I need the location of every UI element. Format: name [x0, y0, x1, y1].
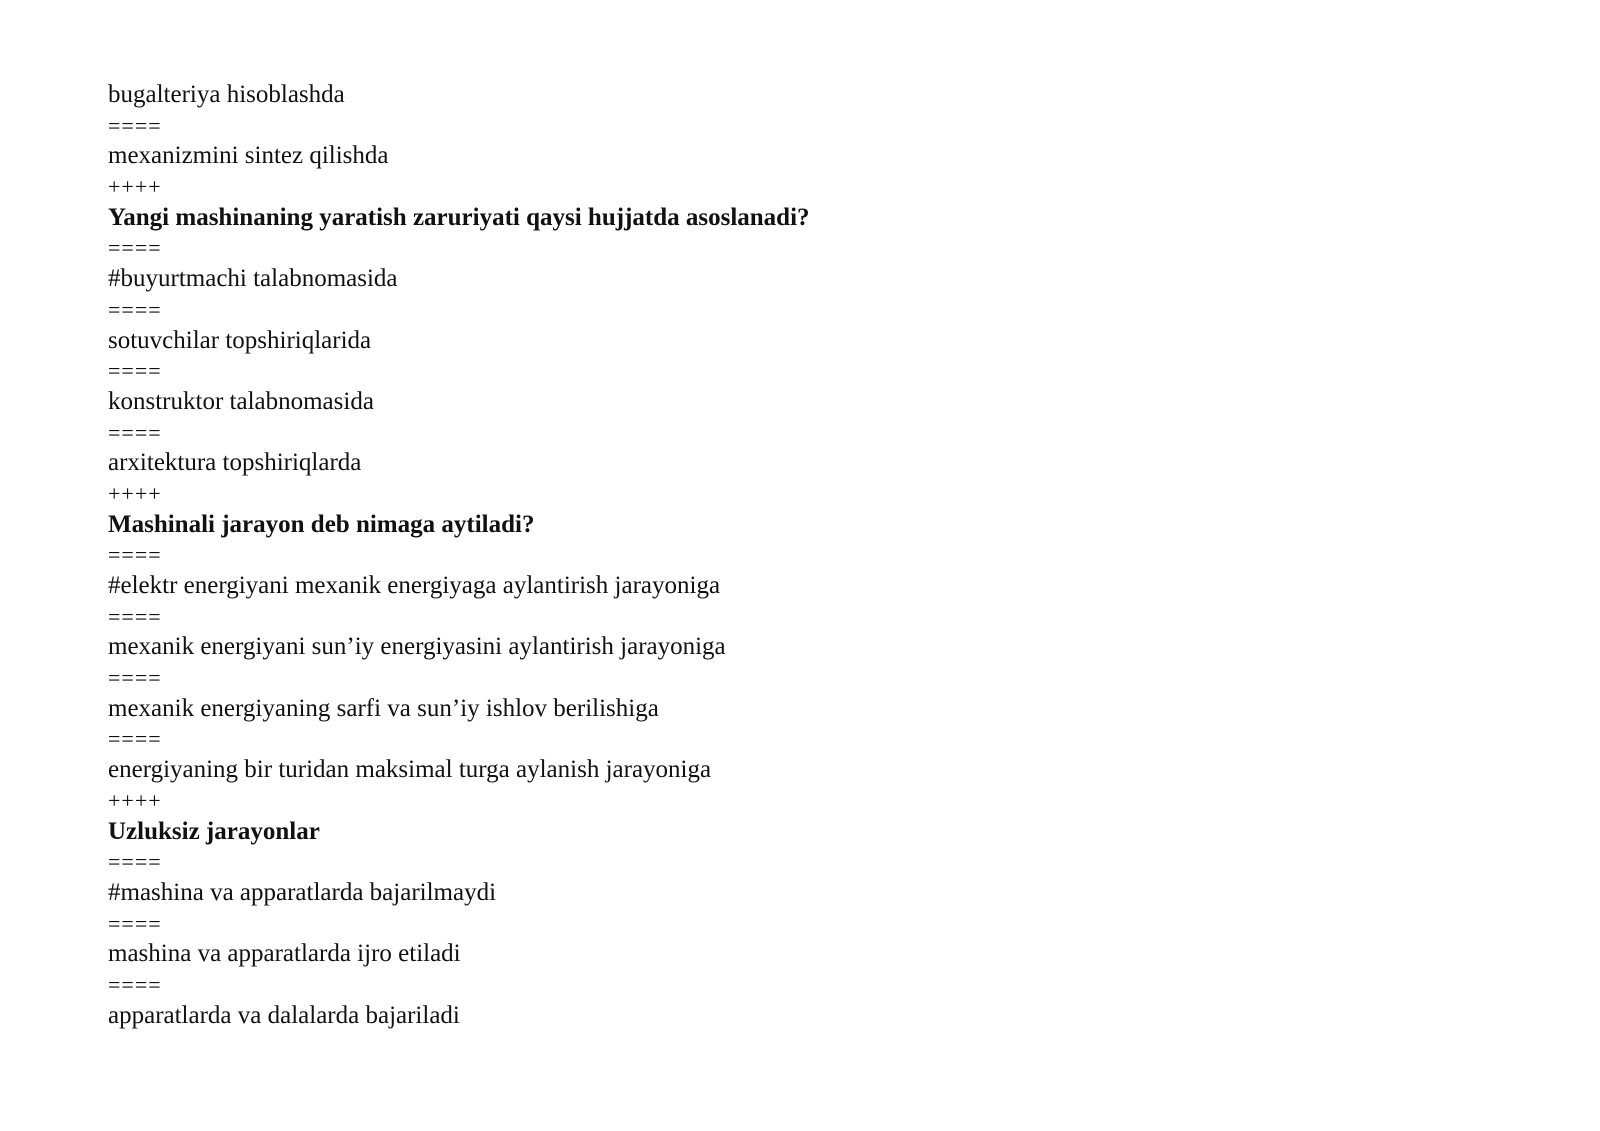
answer-option-text: mexanik energiyaning sarfi va sun’iy ishlov berilishiga — [108, 694, 659, 722]
document-page — [108, 80, 1508, 1031]
option-separator: ==== — [108, 726, 162, 752]
correct-answer-option: #mashina va apparatlarda bajarilmaydi — [108, 878, 497, 906]
question-heading: Mashinali jarayon deb nimaga aytiladi? — [108, 510, 535, 538]
option-separator: ==== — [108, 112, 162, 138]
answer-option-text: bugalteriya hisoblashda — [108, 81, 345, 108]
question-separator: ++++ — [108, 480, 162, 506]
question-separator: ++++ — [108, 787, 162, 813]
option-separator: ==== — [108, 603, 162, 629]
option-separator: ==== — [108, 419, 162, 445]
option-separator: ==== — [108, 910, 162, 936]
question-separator: ++++ — [108, 174, 162, 200]
correct-answer-option: #buyurtmachi talabnomasida — [108, 265, 398, 293]
correct-answer-option: #elektr energiyani mexanik energiyaga aylantirish jarayoniga — [108, 572, 721, 599]
answer-option-text: mashina va apparatlarda ijro etiladi — [108, 940, 461, 968]
answer-option-text: mexanik energiyani sun’iy energiyasini aylantirish jarayoniga — [108, 633, 726, 661]
option-separator: ==== — [108, 296, 162, 322]
answer-option-text: energiyaning bir turidan maksimal turga aylanish jarayoniga — [108, 756, 712, 784]
option-separator: ==== — [108, 665, 162, 691]
answer-option-text: sotuvchilar topshiriqlarida — [108, 326, 372, 354]
answer-option-text: konstruktor talabnomasida — [108, 387, 374, 415]
option-separator: ==== — [108, 542, 162, 568]
answer-option-text: mexanizmini sintez qilishda — [108, 142, 389, 170]
question-heading: Uzluksiz jarayonlar — [108, 817, 320, 845]
option-separator: ==== — [108, 971, 162, 997]
option-separator: ==== — [108, 849, 162, 875]
option-separator: ==== — [108, 358, 162, 384]
question-heading: Yangi mashinaning yaratish zaruriyati qaysi hujjatda asoslanadi? — [108, 203, 810, 231]
answer-option-text: apparatlarda va dalalarda bajariladi — [108, 1001, 460, 1029]
option-separator: ==== — [108, 235, 162, 261]
answer-option-text: arxitektura topshiriqlarda — [108, 449, 362, 477]
